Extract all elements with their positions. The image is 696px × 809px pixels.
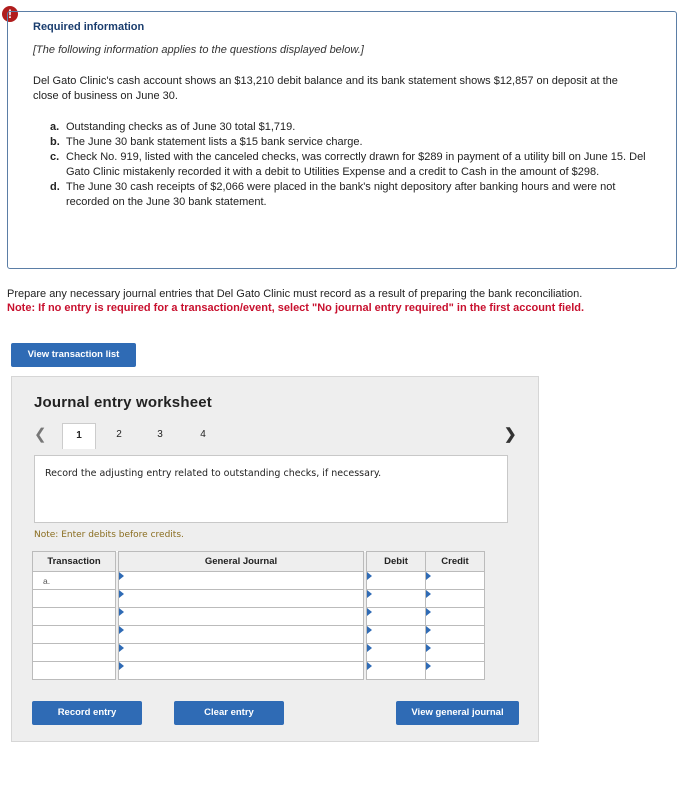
- item-text: The June 30 cash receipts of $2,066 were placed in the bank's night depository after banking hours and were not recorded on the June 30 bank statement.: [66, 181, 616, 208]
- column-header-general-journal: General Journal: [119, 552, 364, 572]
- dropdown-marker-icon: [119, 572, 124, 580]
- debit-field[interactable]: [367, 644, 426, 662]
- dropdown-marker-icon: [119, 590, 124, 598]
- info-item: [50, 150, 650, 180]
- record-entry-button[interactable]: Record entry: [32, 701, 142, 725]
- dropdown-marker-icon: [367, 662, 372, 670]
- credit-field[interactable]: [426, 608, 485, 626]
- debits-before-credits-note: Note: Enter debits before credits.: [34, 530, 184, 540]
- transaction-cell: [33, 608, 116, 626]
- question-prompt: Prepare any necessary journal entries that Del Gato Clinic must record as a result of preparing the bank reconciliation.: [7, 288, 583, 300]
- info-paragraph: Del Gato Clinic's cash account shows an $13,210 debit balance and its bank statement shows $12,857 on deposit at the close of business on June 30.: [33, 75, 618, 102]
- table-row: [33, 608, 485, 626]
- credit-field[interactable]: [426, 626, 485, 644]
- tab-4[interactable]: 4: [200, 429, 206, 440]
- table-row: [33, 572, 485, 590]
- dropdown-marker-icon: [367, 590, 372, 598]
- dropdown-marker-icon: [119, 608, 124, 616]
- transaction-cell: a.: [33, 572, 116, 590]
- item-letter: b.: [50, 136, 60, 148]
- credit-field[interactable]: [426, 644, 485, 662]
- dropdown-marker-icon: [367, 644, 372, 652]
- column-header-transaction: Transaction: [33, 552, 116, 572]
- info-item: [50, 120, 650, 135]
- dropdown-marker-icon: [426, 644, 431, 652]
- dropdown-marker-icon: [426, 608, 431, 616]
- dropdown-marker-icon: [119, 626, 124, 634]
- dropdown-marker-icon: [426, 590, 431, 598]
- dropdown-marker-icon: [367, 608, 372, 616]
- transaction-cell: [33, 662, 116, 680]
- debit-field[interactable]: [367, 608, 426, 626]
- tab-2[interactable]: 2: [116, 429, 122, 440]
- info-list: [50, 120, 650, 210]
- dropdown-marker-icon: [426, 626, 431, 634]
- chevron-right-icon[interactable]: ❯: [504, 426, 517, 443]
- transaction-cell: [33, 590, 116, 608]
- credit-field[interactable]: [426, 572, 485, 590]
- dropdown-marker-icon: [426, 572, 431, 580]
- exclamation-icon: !: [2, 6, 18, 22]
- debit-field[interactable]: [367, 626, 426, 644]
- worksheet-title: Journal entry worksheet: [34, 394, 212, 411]
- tab-1[interactable]: 1: [62, 423, 96, 449]
- credit-field[interactable]: [426, 590, 485, 608]
- tab-3[interactable]: 3: [157, 429, 163, 440]
- credit-field[interactable]: [426, 662, 485, 680]
- item-text: Outstanding checks as of June 30 total $1,719.: [66, 121, 296, 133]
- dropdown-marker-icon: [119, 644, 124, 652]
- account-field[interactable]: [119, 626, 364, 644]
- view-general-journal-button[interactable]: View general journal: [396, 701, 519, 725]
- item-text: Check No. 919, listed with the canceled checks, was correctly drawn for $289 in payment of a utility bill on June 15. Del Gato Clinic mistakenly recorded it with a debit to Utilities Expense and a credit to Cash in the amount of $298.: [66, 151, 646, 178]
- column-header-credit: Credit: [426, 552, 485, 572]
- item-letter: d.: [50, 181, 60, 193]
- clear-entry-button[interactable]: Clear entry: [174, 701, 284, 725]
- debit-field[interactable]: [367, 572, 426, 590]
- no-entry-note: Note: If no entry is required for a transaction/event, select "No journal entry required" in the first account field.: [7, 302, 585, 314]
- column-header-debit: Debit: [367, 552, 426, 572]
- dropdown-marker-icon: [367, 626, 372, 634]
- item-text: The June 30 bank statement lists a $15 bank service charge.: [66, 136, 363, 148]
- account-field[interactable]: [119, 644, 364, 662]
- journal-entry-worksheet: [11, 376, 539, 742]
- table-row: [33, 662, 485, 680]
- dropdown-marker-icon: [426, 662, 431, 670]
- instruction-text: Record the adjusting entry related to outstanding checks, if necessary.: [45, 468, 382, 479]
- view-transaction-list-button[interactable]: View transaction list: [11, 343, 136, 367]
- table-row: [33, 590, 485, 608]
- account-field[interactable]: [119, 662, 364, 680]
- instruction-box: [34, 455, 508, 523]
- info-title: Required information: [33, 21, 145, 33]
- account-field[interactable]: [119, 572, 364, 590]
- debit-field[interactable]: [367, 590, 426, 608]
- dropdown-marker-icon: [367, 572, 372, 580]
- item-letter: c.: [50, 151, 60, 163]
- transaction-cell: [33, 626, 116, 644]
- info-item: [50, 180, 650, 210]
- dropdown-marker-icon: [119, 662, 124, 670]
- transaction-cell: [33, 644, 116, 662]
- table-row: [33, 644, 485, 662]
- journal-table: [32, 551, 485, 680]
- info-item: [50, 135, 650, 150]
- account-field[interactable]: [119, 590, 364, 608]
- chevron-left-icon[interactable]: ❮: [34, 426, 47, 443]
- account-field[interactable]: [119, 608, 364, 626]
- table-row: [33, 626, 485, 644]
- item-letter: a.: [50, 121, 60, 133]
- debit-field[interactable]: [367, 662, 426, 680]
- info-note: [The following information applies to the questions displayed below.]: [33, 44, 364, 56]
